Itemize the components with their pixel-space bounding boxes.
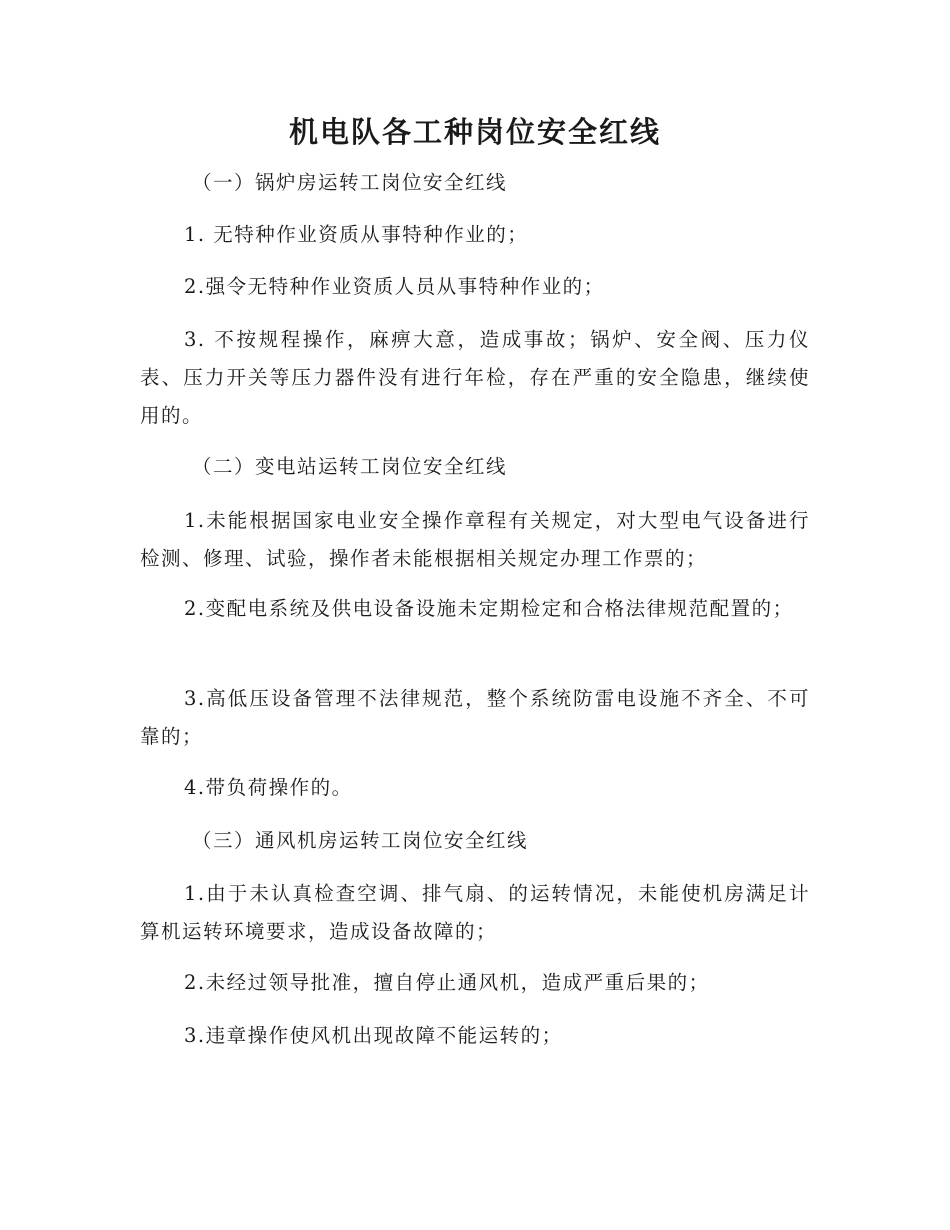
section-2-item-4: 4.带负荷操作的。 xyxy=(184,776,353,799)
section-2-item-2: 2.变配电系统及供电设备设施未定期检定和合格法律规范配置的； xyxy=(184,597,794,620)
section-1-item-1: 1. 无特种作业资质从事特种作业的； xyxy=(184,223,529,246)
section-1-item-3: 3. 不按规程操作，麻痹大意，造成事故；锅炉、安全阀、压力仪表、压力开关等压力器件没有进行年检，存在严重的安全隐患，继续使用的。 xyxy=(140,328,810,427)
section-2-item-1: 1.未能根据国家电业安全操作章程有关规定，对大型电气设备进行检测、修理、试验，操作者未能根据相关规定办理工作票的； xyxy=(140,509,810,570)
section-heading-ventilation: （三）通风机房运转工岗位安全红线 xyxy=(192,829,529,852)
section-heading-boiler: （一）锅炉房运转工岗位安全红线 xyxy=(192,171,508,194)
page-title: 机电队各工种岗位安全红线 xyxy=(288,115,661,149)
section-3-item-2: 2.未经过领导批准，擅自停止通风机，造成严重后果的； xyxy=(184,971,710,994)
section-1-item-2: 2.强令无特种作业资质人员从事特种作业的； xyxy=(184,275,605,298)
section-3-item-1: 1.由于未认真检查空调、排气扇、的运转情况，未能使机房满足计算机运转环境要求，造成设备故障的； xyxy=(140,882,810,943)
section-3-item-3: 3.违章操作使风机出现故障不能运转的； xyxy=(184,1024,563,1047)
section-heading-substation: （二）变电站运转工岗位安全红线 xyxy=(192,455,508,478)
section-2-item-3: 3.高低压设备管理不法律规范，整个系统防雷电设施不齐全、不可靠的； xyxy=(140,687,810,748)
